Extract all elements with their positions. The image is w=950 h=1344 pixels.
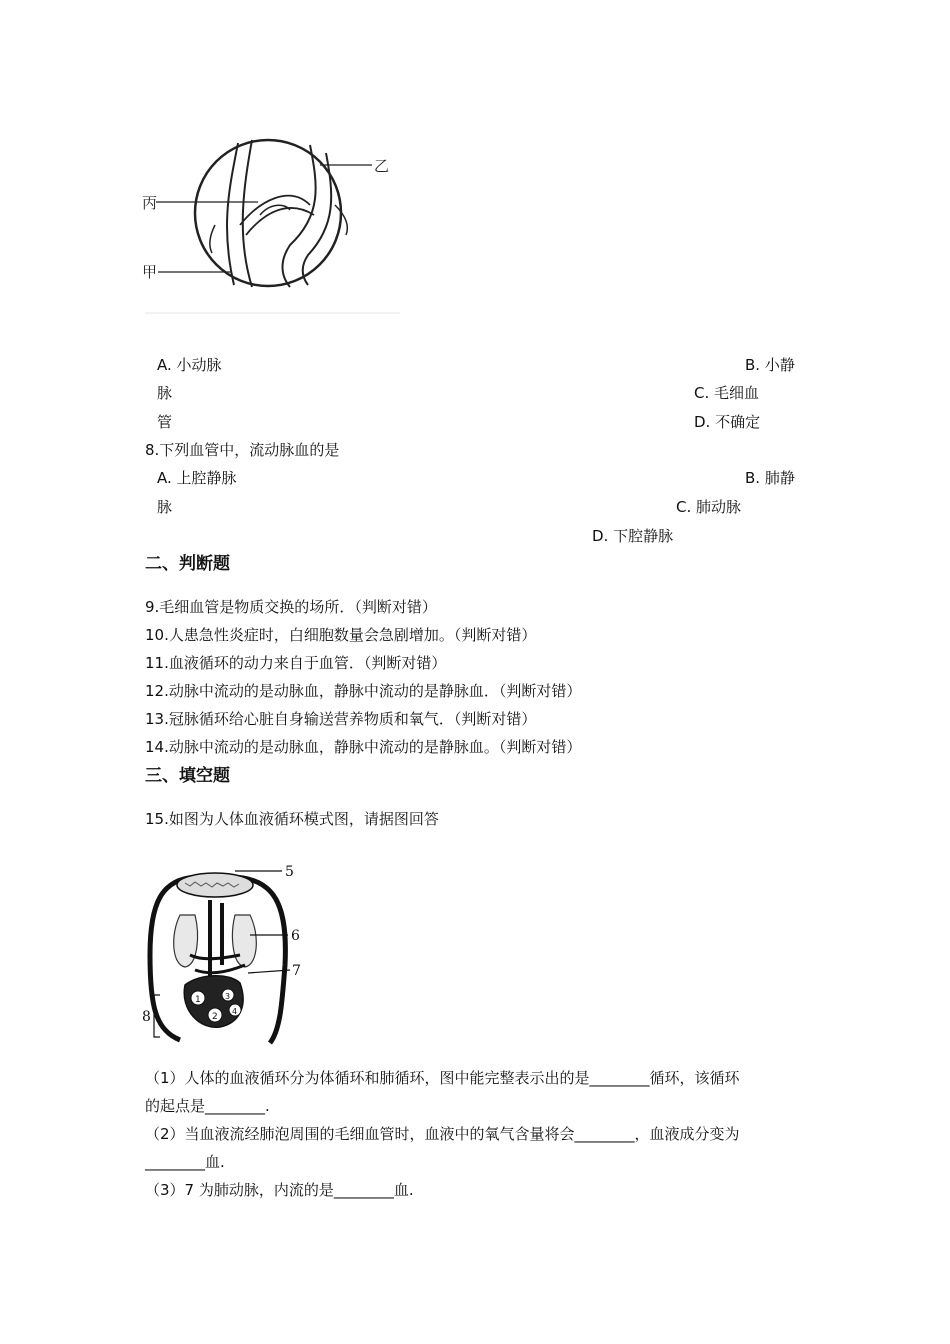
q7-option-c-part1: C. 毛细血 xyxy=(694,384,760,402)
q7-option-c-part2: 管 xyxy=(157,413,173,431)
q15-sub1-line1: （1）人体的血液循环分为体循环和肺循环，图中能完整表示出的是________循环，该循环 xyxy=(145,1069,740,1087)
q7-option-d: D. 不确定 xyxy=(694,413,761,431)
figure2-label-3: 3 xyxy=(225,992,231,1001)
q7-option-b-part1: B. 小静 xyxy=(745,356,795,374)
figure2-label-1: 1 xyxy=(195,995,201,1005)
q7-option-b-part2: 脉 xyxy=(157,384,173,402)
circulation-figure xyxy=(140,855,310,1047)
judge-item-14: 14.动脉中流动的是动脉血，静脉中流动的是静脉血。（判断对错） xyxy=(145,738,582,756)
figure1-label-bing: 丙 xyxy=(142,194,158,212)
q8-option-a: A. 上腔静脉 xyxy=(157,469,237,487)
judge-item-13: 13.冠脉循环给心脏自身输送营养物质和氧气．（判断对错） xyxy=(145,710,537,728)
q15-stem: 15.如图为人体血液循环模式图，请据图回答 xyxy=(145,810,439,828)
q15-sub3: （3）7 为肺动脉，内流的是________血. xyxy=(145,1181,414,1199)
section3-title: 三、填空题 xyxy=(145,766,230,786)
q8-option-c: C. 肺动脉 xyxy=(676,498,742,516)
judge-item-12: 12.动脉中流动的是动脉血，静脉中流动的是静脉血．（判断对错） xyxy=(145,682,582,700)
figure2-label-5: 5 xyxy=(285,864,294,880)
section2-title: 二、判断题 xyxy=(145,554,230,574)
figure2-label-8: 8 xyxy=(142,1009,151,1025)
q8-stem: 8.下列血管中，流动脉血的是 xyxy=(145,441,340,459)
figure2-label-4: 4 xyxy=(232,1007,238,1016)
figure1-label-yi: 乙 xyxy=(374,157,390,175)
q15-sub1-line2: 的起点是________. xyxy=(145,1097,270,1115)
figure2-label-2: 2 xyxy=(212,1012,218,1022)
q8-option-b-part2: 脉 xyxy=(157,498,173,516)
figure2-label-7: 7 xyxy=(292,963,301,979)
judge-item-9: 9.毛细血管是物质交换的场所．（判断对错） xyxy=(145,598,437,616)
judge-item-10: 10.人患急性炎症时，白细胞数量会急剧增加。（判断对错） xyxy=(145,626,537,644)
figure1-label-jia: 甲 xyxy=(142,263,158,281)
q15-sub2-line2: ________血. xyxy=(145,1153,225,1171)
q8-option-d: D. 下腔静脉 xyxy=(592,527,674,545)
judge-item-11: 11.血液循环的动力来自于血管．（判断对错） xyxy=(145,654,447,672)
figure2-label-6: 6 xyxy=(291,928,300,944)
q8-option-b-part1: B. 肺静 xyxy=(745,469,795,487)
capillary-figure xyxy=(140,115,405,320)
q15-sub2-line1: （2）当血液流经肺泡周围的毛细血管时，血液中的氧气含量将会________，血液成分变为 xyxy=(145,1125,740,1143)
q7-option-a: A. 小动脉 xyxy=(157,356,222,374)
